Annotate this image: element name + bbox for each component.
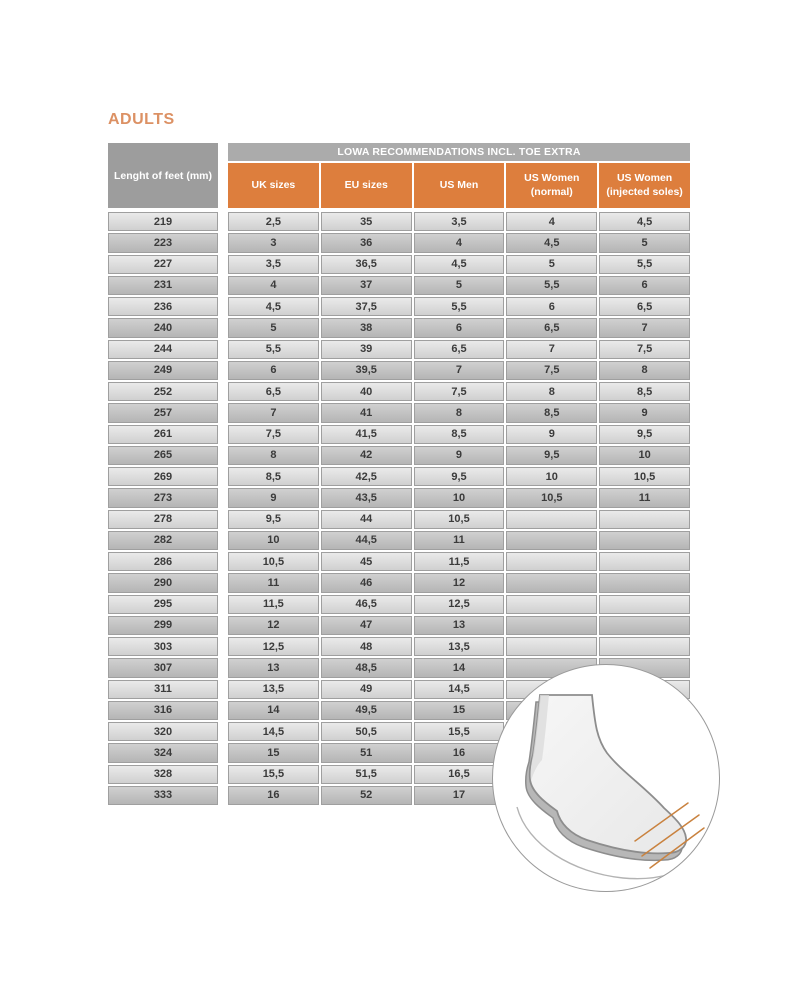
- size-cell: 46: [321, 573, 412, 592]
- size-cell: 48: [321, 637, 412, 656]
- size-cell: 39: [321, 340, 412, 359]
- size-cell: [599, 637, 690, 656]
- size-cell: 15: [228, 743, 319, 762]
- size-cell: 51: [321, 743, 412, 762]
- length-cell: 219: [108, 212, 218, 231]
- size-cell: 12: [414, 573, 505, 592]
- size-cell: 37: [321, 276, 412, 295]
- size-cell: 14,5: [414, 680, 505, 699]
- size-cell: 10: [506, 467, 597, 486]
- recommendations-header: LOWA RECOMMENDATIONS INCL. TOE EXTRA: [228, 143, 690, 161]
- size-cell: 6: [506, 297, 597, 316]
- size-cell: 13: [228, 658, 319, 677]
- size-cell: [506, 531, 597, 550]
- size-cell: 37,5: [321, 297, 412, 316]
- size-cell: 49: [321, 680, 412, 699]
- size-cell: 9,5: [228, 510, 319, 529]
- size-cell: 5: [414, 276, 505, 295]
- size-cell: 8,5: [414, 425, 505, 444]
- size-cell: 4: [228, 276, 319, 295]
- size-cell: 9,5: [414, 467, 505, 486]
- size-cell: 13: [414, 616, 505, 635]
- size-cell: 6,5: [414, 340, 505, 359]
- length-column-rows: [108, 212, 218, 805]
- size-cell: 6: [599, 276, 690, 295]
- size-cell: 3: [228, 233, 319, 252]
- size-cell: 11,5: [228, 595, 319, 614]
- size-cell: 5,5: [414, 297, 505, 316]
- length-cell: 244: [108, 340, 218, 359]
- size-cell: 10,5: [414, 510, 505, 529]
- length-cell: 290: [108, 573, 218, 592]
- column-headers-row: [228, 163, 690, 208]
- size-cell: 5: [506, 255, 597, 274]
- length-cell: 240: [108, 318, 218, 337]
- size-cell: [599, 510, 690, 529]
- size-cell: 47: [321, 616, 412, 635]
- column-header-us-men: US Men: [414, 163, 505, 208]
- size-cell: 7,5: [506, 361, 597, 380]
- size-cell: 14: [414, 658, 505, 677]
- size-cell: 5: [599, 233, 690, 252]
- size-cell: 3,5: [414, 212, 505, 231]
- length-cell: 311: [108, 680, 218, 699]
- size-cell: 9,5: [599, 425, 690, 444]
- length-cell: 299: [108, 616, 218, 635]
- size-cell: 5,5: [599, 255, 690, 274]
- length-cell: 223: [108, 233, 218, 252]
- size-cell: 43,5: [321, 488, 412, 507]
- size-cell: 10: [599, 446, 690, 465]
- size-cell: [506, 510, 597, 529]
- size-cell: 50,5: [321, 722, 412, 741]
- size-cell: 8,5: [228, 467, 319, 486]
- size-cell: [599, 552, 690, 571]
- size-cell: [599, 531, 690, 550]
- size-cell: 5,5: [506, 276, 597, 295]
- length-cell: 295: [108, 595, 218, 614]
- size-cell: 40: [321, 382, 412, 401]
- size-cell: 2,5: [228, 212, 319, 231]
- length-cell: 231: [108, 276, 218, 295]
- size-cell: [599, 616, 690, 635]
- page-title: ADULTS: [108, 111, 175, 128]
- size-cell: 10: [228, 531, 319, 550]
- size-cell: 10: [414, 488, 505, 507]
- size-cell: 4,5: [506, 233, 597, 252]
- size-cell: 11: [414, 531, 505, 550]
- size-cell: 7: [506, 340, 597, 359]
- size-cell: 8: [228, 446, 319, 465]
- size-cell: [506, 573, 597, 592]
- length-cell: 324: [108, 743, 218, 762]
- size-cell: 10,5: [506, 488, 597, 507]
- size-cell: [506, 552, 597, 571]
- length-cell: 252: [108, 382, 218, 401]
- size-cell: [506, 616, 597, 635]
- size-cell: 12,5: [228, 637, 319, 656]
- length-column: [108, 143, 218, 805]
- size-cell: 11: [599, 488, 690, 507]
- column-header-us-women-injected: US Women (injected soles): [599, 163, 690, 208]
- length-cell: 269: [108, 467, 218, 486]
- size-cell: 9: [506, 425, 597, 444]
- size-cell: 16: [414, 743, 505, 762]
- size-cell: 10,5: [599, 467, 690, 486]
- size-cell: 15: [414, 701, 505, 720]
- length-cell: 320: [108, 722, 218, 741]
- size-cell: 6,5: [599, 297, 690, 316]
- size-cell: [599, 595, 690, 614]
- length-cell: 316: [108, 701, 218, 720]
- length-cell: 282: [108, 531, 218, 550]
- size-cell: 7,5: [228, 425, 319, 444]
- length-cell: 307: [108, 658, 218, 677]
- size-cell: 41: [321, 403, 412, 422]
- size-cell: 42: [321, 446, 412, 465]
- length-cell: 273: [108, 488, 218, 507]
- length-cell: 303: [108, 637, 218, 656]
- size-cell: 12,5: [414, 595, 505, 614]
- size-cell: 6,5: [506, 318, 597, 337]
- length-cell: 328: [108, 765, 218, 784]
- size-cell: 15,5: [228, 765, 319, 784]
- length-cell: 227: [108, 255, 218, 274]
- size-cell: 45: [321, 552, 412, 571]
- size-cell: 42,5: [321, 467, 412, 486]
- size-cell: 12: [228, 616, 319, 635]
- length-column-header: Lenght of feet (mm): [108, 143, 218, 208]
- size-cell: 44: [321, 510, 412, 529]
- size-cell: 8,5: [599, 382, 690, 401]
- size-cell: 6: [228, 361, 319, 380]
- foot-illustration-circle: [492, 664, 720, 892]
- size-cell: 5,5: [228, 340, 319, 359]
- size-cell: 8: [414, 403, 505, 422]
- length-cell: 265: [108, 446, 218, 465]
- size-cell: 16,5: [414, 765, 505, 784]
- size-cell: 38: [321, 318, 412, 337]
- column-header-eu-sizes: EU sizes: [321, 163, 412, 208]
- length-cell: 236: [108, 297, 218, 316]
- size-cell: 4,5: [414, 255, 505, 274]
- size-cell: 8: [506, 382, 597, 401]
- size-cell: 35: [321, 212, 412, 231]
- size-cell: 14: [228, 701, 319, 720]
- length-cell: 286: [108, 552, 218, 571]
- size-cell: 6,5: [228, 382, 319, 401]
- size-cell: 8: [599, 361, 690, 380]
- length-cell: 333: [108, 786, 218, 805]
- size-cell: 6: [414, 318, 505, 337]
- size-cell: [506, 637, 597, 656]
- length-cell: 249: [108, 361, 218, 380]
- size-cell: 4: [414, 233, 505, 252]
- size-cell: 4: [506, 212, 597, 231]
- size-cell: 9: [228, 488, 319, 507]
- size-cell: 51,5: [321, 765, 412, 784]
- column-header-us-women-normal: US Women (normal): [506, 163, 597, 208]
- size-cell: 11: [228, 573, 319, 592]
- size-cell: 14,5: [228, 722, 319, 741]
- size-cell: 48,5: [321, 658, 412, 677]
- size-cell: 7: [599, 318, 690, 337]
- size-cell: 9: [414, 446, 505, 465]
- size-cell: 15,5: [414, 722, 505, 741]
- size-cell: 7: [414, 361, 505, 380]
- size-cell: 13,5: [228, 680, 319, 699]
- size-cell: 41,5: [321, 425, 412, 444]
- size-cell: 46,5: [321, 595, 412, 614]
- size-cell: 7: [228, 403, 319, 422]
- size-cell: 7,5: [599, 340, 690, 359]
- column-header-uk-sizes: UK sizes: [228, 163, 319, 208]
- size-cell: [506, 595, 597, 614]
- size-cell: [599, 573, 690, 592]
- size-cell: 7,5: [414, 382, 505, 401]
- size-cell: 4,5: [228, 297, 319, 316]
- size-cell: 39,5: [321, 361, 412, 380]
- size-cell: 3,5: [228, 255, 319, 274]
- size-cell: 11,5: [414, 552, 505, 571]
- size-cell: 36: [321, 233, 412, 252]
- size-cell: 13,5: [414, 637, 505, 656]
- length-cell: 261: [108, 425, 218, 444]
- size-cell: 44,5: [321, 531, 412, 550]
- size-cell: 36,5: [321, 255, 412, 274]
- size-cell: 49,5: [321, 701, 412, 720]
- size-cell: 5: [228, 318, 319, 337]
- foot-icon: [493, 665, 720, 892]
- size-cell: 17: [414, 786, 505, 805]
- size-cell: 4,5: [599, 212, 690, 231]
- length-cell: 257: [108, 403, 218, 422]
- size-cell: 16: [228, 786, 319, 805]
- size-cell: 9,5: [506, 446, 597, 465]
- length-cell: 278: [108, 510, 218, 529]
- size-cell: 52: [321, 786, 412, 805]
- size-cell: 10,5: [228, 552, 319, 571]
- size-cell: 8,5: [506, 403, 597, 422]
- size-cell: 9: [599, 403, 690, 422]
